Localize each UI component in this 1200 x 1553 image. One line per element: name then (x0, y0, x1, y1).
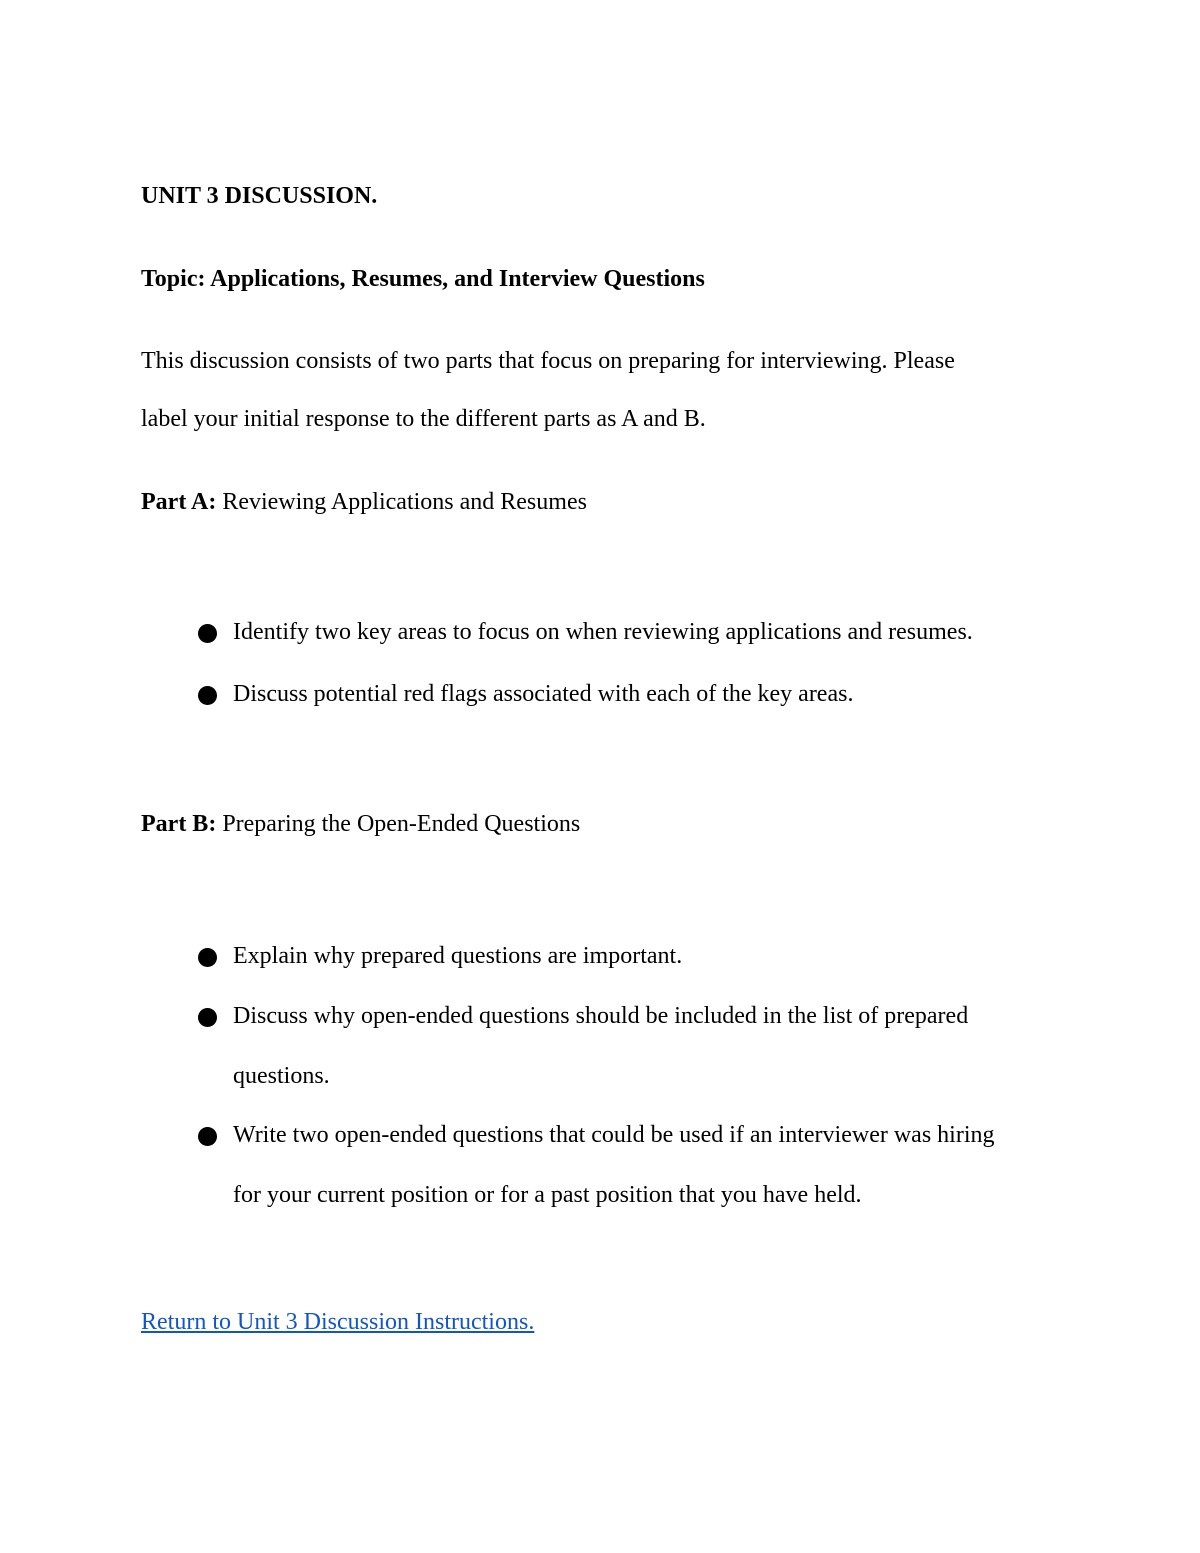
list-item-continuation: questions. (233, 1063, 330, 1089)
bullet-icon (198, 1127, 217, 1146)
list-item-text: Discuss potential red flags associated with each of the key areas. (233, 681, 854, 707)
return-link-line (141, 1307, 534, 1337)
part-b-label: Part B: (141, 811, 217, 837)
list-item-text: Discuss why open-ended questions should be included in the list of prepared (233, 1003, 969, 1029)
list-item-continuation: for your current position or for a past position that you have held. (233, 1182, 862, 1208)
part-a-title: Reviewing Applications and Resumes (216, 489, 587, 515)
topic-line: Topic: Applications, Resumes, and Interview Questions (141, 266, 705, 292)
list-item-text: Write two open-ended questions that could be used if an interviewer was hiring (233, 1122, 995, 1148)
part-b-heading (141, 809, 580, 839)
intro-line-1: This discussion consists of two parts that focus on preparing for interviewing. Please (141, 348, 955, 374)
return-link[interactable]: Return to Unit 3 Discussion Instructions. (141, 1309, 535, 1335)
list-item-text: Explain why prepared questions are important. (233, 943, 683, 969)
part-a-label: Part A: (141, 489, 217, 515)
bullet-icon (198, 624, 217, 643)
bullet-icon (198, 948, 217, 967)
bullet-icon (198, 1008, 217, 1027)
list-item-text: Identify two key areas to focus on when reviewing applications and resumes. (233, 619, 973, 645)
intro-line-2: label your initial response to the different parts as A and B. (141, 406, 706, 432)
part-b-title: Preparing the Open-Ended Questions (216, 811, 581, 837)
part-a-heading (141, 487, 587, 517)
bullet-icon (198, 686, 217, 705)
page-heading: UNIT 3 DISCUSSION. (141, 183, 378, 209)
